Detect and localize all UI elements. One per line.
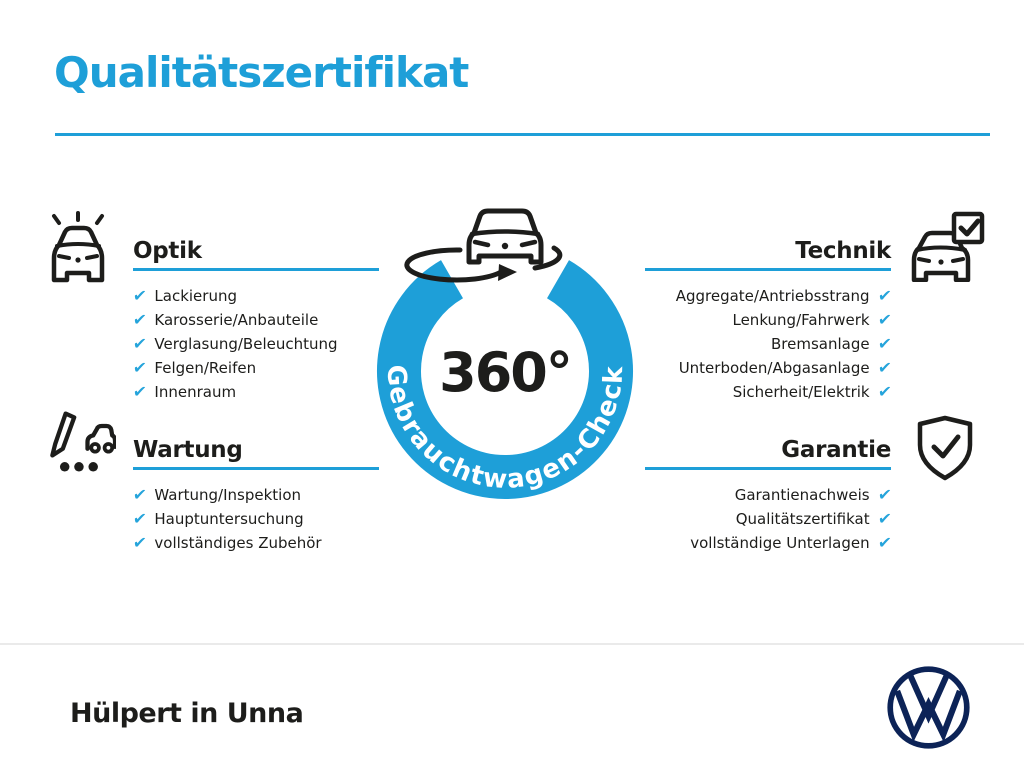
section-technik-divider [645,268,891,271]
section-wartung-list [133,483,379,555]
section-optik-list [133,284,379,404]
page-title: Qualitätszertifikat [54,48,469,97]
section-technik-title: Technik [795,238,891,264]
list-item: ✔ Hauptuntersuchung [132,509,304,528]
section-optik [133,236,379,404]
360-degree-badge [365,188,645,508]
list-item: ✔ Verglasung/Beleuchtung [132,334,338,353]
list-item: ✔ Felgen/Reifen [132,358,257,377]
section-garantie [645,435,891,555]
list-item: Garantienachweis ✔ [734,485,893,504]
list-item: ✔ Karosserie/Anbauteile [132,310,319,329]
section-garantie-title: Garantie [781,437,891,463]
list-item: Lenkung/Fahrwerk ✔ [732,310,893,329]
section-wartung-title: Wartung [133,437,243,463]
list-item: ✔ Wartung/Inspektion [132,485,302,504]
list-item: ✔ Lackierung [132,286,237,305]
check-icon: ✔ [132,334,148,353]
list-item: Aggregate/Antriebsstrang ✔ [675,286,893,305]
section-optik-divider [133,268,379,271]
badge-center-text: 360° [439,341,571,404]
check-icon: ✔ [876,509,893,528]
check-icon: ✔ [876,358,893,377]
list-item: ✔ Innenraum [132,382,237,401]
section-technik [645,236,891,404]
section-garantie-list [645,483,891,555]
list-item: Qualitätszertifikat ✔ [735,509,893,528]
check-icon: ✔ [876,485,893,504]
car-checkbox-icon [906,210,990,282]
check-icon: ✔ [876,533,893,552]
section-garantie-divider [645,467,891,470]
section-optik-title: Optik [133,238,202,264]
dealer-name: Hülpert in Unna [70,698,304,729]
check-icon: ✔ [132,358,148,377]
check-icon: ✔ [132,382,148,401]
title-divider [55,133,990,136]
list-item: Sicherheit/Elektrik ✔ [732,382,893,401]
check-icon: ✔ [132,485,148,504]
vw-logo [885,664,972,751]
list-item: vollständige Unterlagen ✔ [690,533,893,552]
check-icon: ✔ [132,310,148,329]
section-wartung [133,435,379,555]
check-icon: ✔ [132,533,148,552]
section-wartung-divider [133,467,379,470]
check-icon: ✔ [876,310,893,329]
badge-ring-text: Gebrauchtwagen-Check [380,364,630,496]
list-item: Unterboden/Abgasanlage ✔ [678,358,893,377]
car-shine-icon [44,211,112,284]
check-icon: ✔ [876,382,893,401]
section-technik-list [645,284,891,404]
check-icon: ✔ [132,286,148,305]
car-front-icon [469,211,541,262]
pencil-car-checklist-icon [40,406,116,482]
shield-check-icon [912,414,978,482]
check-icon: ✔ [876,334,893,353]
list-item: Bremsanlage ✔ [771,334,893,353]
footer-divider [0,643,1024,645]
check-icon: ✔ [876,286,893,305]
check-icon: ✔ [132,509,148,528]
list-item: ✔ vollständiges Zubehör [132,533,322,552]
